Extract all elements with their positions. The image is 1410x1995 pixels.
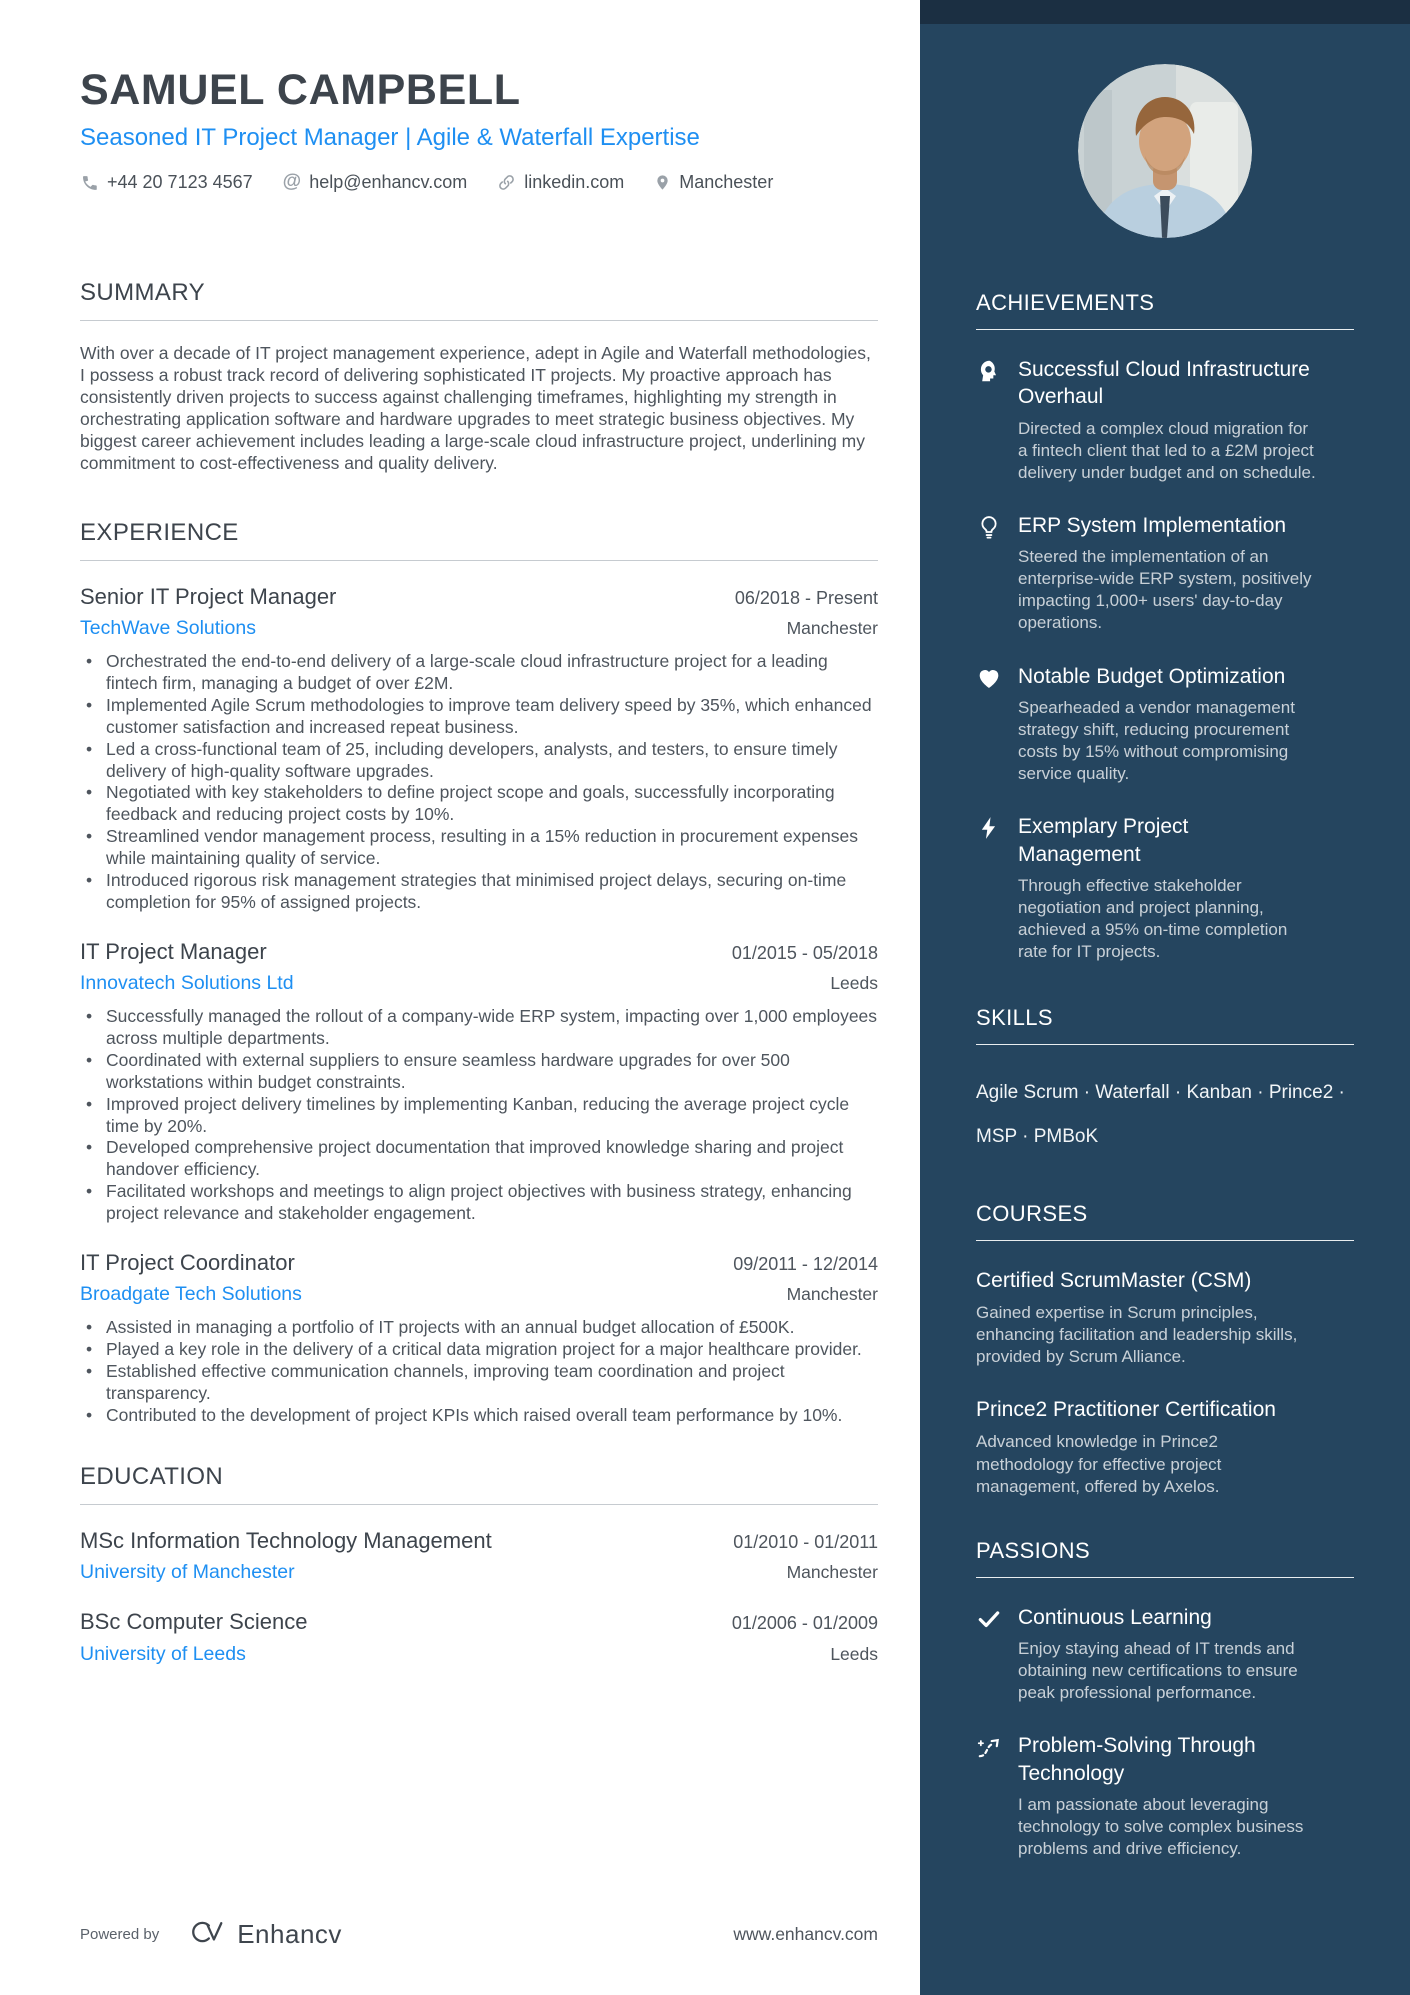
bullet: • Introduced rigorous risk management strategies that minimised project delays, securing on-time completion for 95% of assigned projects.: [80, 870, 878, 914]
job-entry: [80, 938, 878, 1225]
achievement-text: Steered the implementation of an enterprise-wide ERP system, positively impacting 1,000+ users' day-to-day operations.: [1018, 547, 1312, 633]
passion-title: Problem-Solving Through Technology: [1018, 1734, 1256, 1785]
job-entry: [80, 583, 878, 914]
achievement-item: [976, 813, 1354, 963]
course-text: Gained expertise in Scrum principles, enhancing facilitation and leadership skills, provided by Scrum Alliance.: [976, 1302, 1298, 1367]
passion-title: Continuous Learning: [1018, 1605, 1212, 1629]
achievement-item: [976, 512, 1354, 635]
summary-section: [80, 279, 878, 474]
skills-section: [976, 1005, 1354, 1158]
job-bullets: [80, 1006, 878, 1225]
footer: [80, 1918, 878, 1951]
courses-heading: COURSES: [976, 1201, 1354, 1241]
bullet: • Facilitated workshops and meetings to align project objectives with business strategy, enhancing project relevance and stakeholder engagement.: [80, 1181, 878, 1225]
bolt-icon: [976, 813, 1003, 963]
courses-section: [976, 1201, 1354, 1498]
head-icon: [976, 356, 1003, 484]
passion-text: I am passionate about leveraging technology to solve complex business problems and drive efficiency.: [1018, 1794, 1304, 1859]
education-entry: [80, 1608, 878, 1666]
candidate-name: SAMUEL CAMPBELL: [80, 66, 521, 114]
sidebar-top-strip: [920, 0, 1410, 24]
university-location: Manchester: [786, 1562, 878, 1583]
degree-title: MSc Information Technology Management: [80, 1527, 492, 1553]
profile-photo: [1078, 64, 1252, 238]
degree-dates: 01/2006 - 01/2009: [731, 1613, 878, 1634]
course-entry: [976, 1396, 1354, 1498]
education-section: [80, 1463, 878, 1666]
achievements-heading: ACHIEVEMENTS: [976, 290, 1354, 330]
job-dates: 06/2018 - Present: [734, 587, 878, 608]
powered-by-label: Powered by: [80, 1926, 160, 1943]
heart-icon: [976, 663, 1003, 786]
achievements-section: [976, 290, 1354, 963]
location-text: Manchester: [679, 171, 774, 192]
bullet: • Led a cross-functional team of 25, including developers, analysts, and testers, to ensure timely delivery of high-quality software upgrades.: [80, 739, 878, 783]
bullet: • Assisted in managing a portfolio of IT projects with an annual budget allocation of £500K.: [80, 1317, 878, 1339]
bullet: • Improved project delivery timelines by implementing Kanban, reducing the average project cycle time by 20%.: [80, 1094, 878, 1138]
achievement-item: [976, 356, 1354, 484]
bullet: • Orchestrated the end-to-end delivery of a large-scale cloud infrastructure project for a leading fintech firm, managing a budget of over £2M.: [80, 651, 878, 695]
job-location: Manchester: [786, 1284, 878, 1305]
job-bullets: [80, 651, 878, 914]
company-link[interactable]: Innovatech Solutions Ltd: [80, 972, 294, 995]
job-title: IT Project Coordinator: [80, 1249, 295, 1275]
enhancv-logo-icon: [185, 1918, 227, 1951]
check-icon: [976, 1604, 1003, 1705]
candidate-headline: Seasoned IT Project Manager | Agile & Waterfall Expertise: [80, 124, 700, 152]
bullet: • Coordinated with external suppliers to ensure seamless hardware upgrades for over 500 workstations within budget constraints.: [80, 1050, 878, 1094]
course-title: Prince2 Practitioner Certification: [976, 1398, 1276, 1422]
degree-dates: 01/2010 - 01/2011: [733, 1531, 878, 1552]
passion-item: [976, 1732, 1354, 1860]
experience-heading: EXPERIENCE: [80, 519, 878, 561]
route-icon: [976, 1732, 1003, 1860]
achievement-text: Spearheaded a vendor management strategy shift, reducing procurement costs by 15% without compromising service quality.: [1018, 697, 1295, 784]
email-text: help@enhancv.com: [309, 171, 468, 192]
achievement-title: Successful Cloud Infrastructure Overhaul: [1018, 358, 1310, 409]
bullet: • Developed comprehensive project documentation that improved knowledge sharing and project handover efficiency.: [80, 1137, 878, 1181]
summary-heading: SUMMARY: [80, 279, 878, 321]
company-link[interactable]: Broadgate Tech Solutions: [80, 1283, 302, 1306]
bullet: • Successfully managed the rollout of a company-wide ERP system, impacting over 1,000 employees across multiple departments.: [80, 1006, 878, 1050]
location-pin-icon: [654, 173, 671, 192]
job-dates: 09/2011 - 12/2014: [733, 1253, 878, 1274]
contact-location: [654, 172, 773, 193]
company-link[interactable]: TechWave Solutions: [80, 617, 256, 640]
achievement-item: [976, 663, 1354, 786]
bullet: • Established effective communication channels, improving team coordination and project transparency.: [80, 1361, 878, 1405]
contact-email[interactable]: [283, 171, 468, 193]
achievement-text: Through effective stakeholder negotiation and project planning, achieved a 95% on-time completion rate for IT projects.: [1018, 875, 1288, 962]
education-entry: [80, 1527, 878, 1585]
contact-phone: [80, 172, 253, 193]
achievement-title: Exemplary Project Management: [1018, 815, 1189, 866]
lightbulb-icon: [976, 512, 1003, 635]
job-title: Senior IT Project Manager: [80, 583, 337, 609]
job-location: Leeds: [830, 973, 878, 994]
at-icon: @: [282, 171, 302, 193]
bullet: • Streamlined vendor management process, resulting in a 15% reduction in procurement expenses while maintaining quality of service.: [80, 826, 878, 870]
enhancv-wordmark: Enhancv: [237, 1919, 342, 1949]
bullet: • Contributed to the development of project KPIs which raised overall team performance by 10%.: [80, 1405, 878, 1427]
skills-heading: SKILLS: [976, 1005, 1354, 1045]
link-icon: [497, 173, 516, 192]
course-title: Certified ScrumMaster (CSM): [976, 1268, 1252, 1292]
contact-row: [80, 171, 878, 193]
job-entry: [80, 1249, 878, 1427]
education-heading: EDUCATION: [80, 1463, 878, 1505]
bullet: • Played a key role in the delivery of a critical data migration project for a major healthcare provider.: [80, 1339, 878, 1361]
bullet: • Negotiated with key stakeholders to define project scope and goals, successfully incorporating feedback and reducing project costs by 10%.: [80, 782, 878, 826]
enhancv-brand[interactable]: [185, 1918, 342, 1951]
skills-list[interactable]: Agile Scrum · Waterfall · Kanban · Prince2 · MSP · PMBoK: [976, 1082, 1345, 1147]
passion-text: Enjoy staying ahead of IT trends and obtaining new certifications to ensure peak professional performance.: [1018, 1639, 1298, 1703]
contact-link[interactable]: [497, 172, 624, 193]
achievement-title: Notable Budget Optimization: [1018, 664, 1286, 688]
summary-text: With over a decade of IT project management experience, adept in Agile and Waterfall methodologies, I possess a robust track record of delivering sophisticated IT projects. My proactive approach has consistently driven projects to success against challenging timeframes, highlighting my strength in orchestrating application software and hardware upgrades to meet strategic business objectives. My biggest career achievement includes leading a large-scale cloud infrastructure project, underlining my commitment to cost-effectiveness and quality delivery.: [80, 343, 871, 473]
passions-section: [976, 1538, 1354, 1860]
university-link[interactable]: University of Leeds: [80, 1642, 246, 1665]
sidebar: [920, 0, 1410, 1995]
website-link[interactable]: www.enhancv.com: [733, 1924, 878, 1944]
phone-number: +44 20 7123 4567: [107, 171, 253, 192]
course-entry: [976, 1267, 1354, 1369]
passion-item: [976, 1604, 1354, 1705]
course-text: Advanced knowledge in Prince2 methodology for effective project management, offered by Axelos.: [976, 1432, 1222, 1496]
university-location: Leeds: [830, 1643, 878, 1664]
degree-title: BSc Computer Science: [80, 1609, 308, 1635]
bullet: • Implemented Agile Scrum methodologies to improve team delivery speed by 35%, which enhanced customer satisfaction and increased repeat business.: [80, 695, 878, 739]
job-location: Manchester: [786, 618, 878, 639]
achievement-text: Directed a complex cloud migration for a fintech client that led to a £2M project delivery under budget and on schedule.: [1018, 418, 1316, 482]
university-link[interactable]: University of Manchester: [80, 1561, 295, 1584]
job-title: IT Project Manager: [80, 938, 267, 964]
job-bullets: [80, 1317, 878, 1426]
phone-icon: [80, 173, 99, 192]
job-dates: 01/2015 - 05/2018: [731, 942, 878, 963]
achievement-title: ERP System Implementation: [1018, 513, 1287, 537]
passions-heading: PASSIONS: [976, 1538, 1354, 1578]
experience-section: [80, 519, 878, 1427]
link-text: linkedin.com: [524, 171, 625, 192]
